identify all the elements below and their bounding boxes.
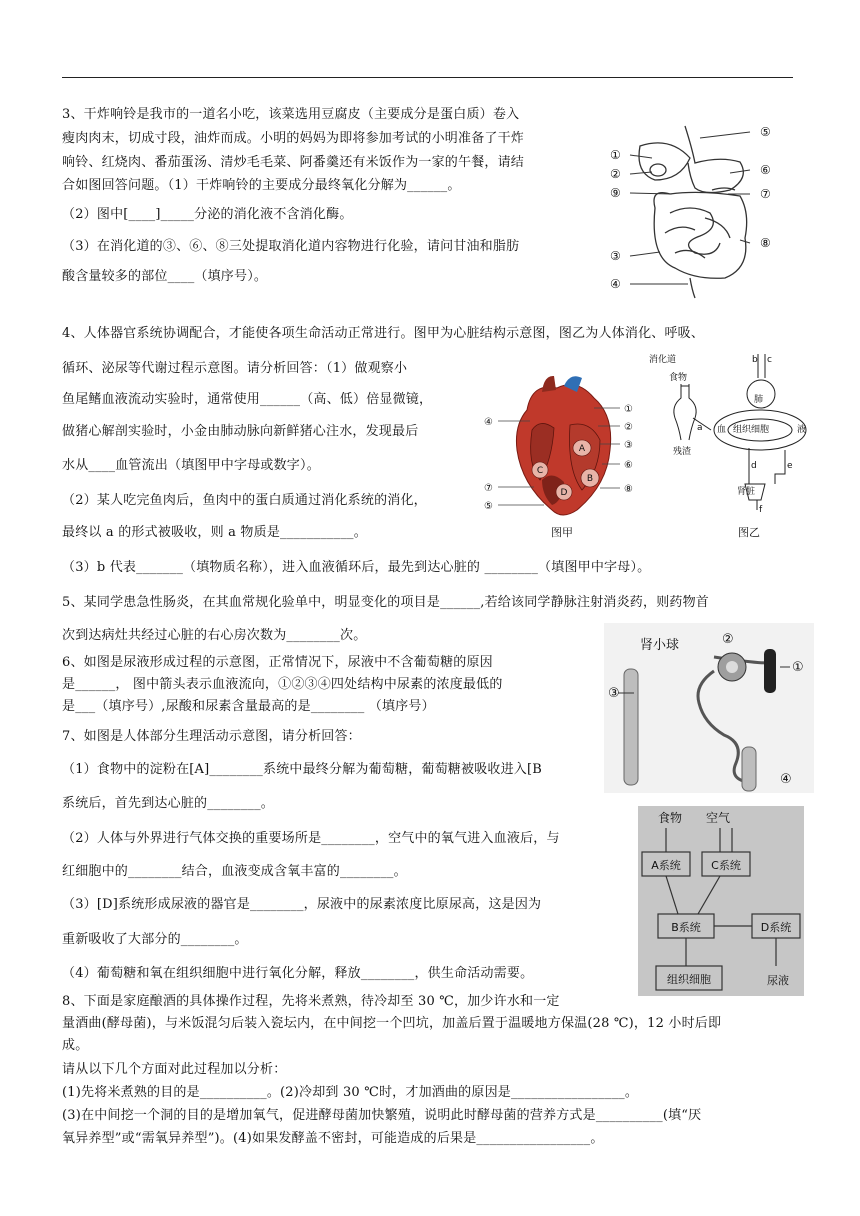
heart-label: ②	[624, 422, 633, 433]
q4-line-7: 最终以 a 的形式被吸收，则 a 物质是___________。	[62, 525, 367, 540]
q8-line-1: 8、下面是家庭酿酒的具体操作过程，先将米煮熟，待冷却至 30 ℃，加少许水和一定	[62, 994, 560, 1009]
flow-food-label: 食物	[669, 373, 688, 383]
digest-label: ⑤	[760, 125, 771, 139]
heart-label: ⑤	[484, 501, 493, 512]
heart-chamber-label: A	[578, 444, 586, 454]
q8-line-6: (3)在中间挖一个洞的目的是增加氧气，促进酵母菌加快繁殖，说明此时酵母菌的营养方式是__________(填“厌	[62, 1108, 702, 1123]
q6-line-3: 是___（填序号）,尿酸和尿素含量最高的是________ （填序号）	[62, 699, 435, 714]
flow-b-label: b	[752, 355, 758, 365]
digest-label: ⑨	[610, 186, 621, 200]
q5-line-1: 5、某同学患急性肠炎，在其血常规化验单中，明显变化的项目是______,若给该同学静脉注射消炎药，则药物首	[62, 595, 710, 610]
metabolism-flow-figure	[645, 350, 810, 542]
flow-a-label: a	[697, 423, 703, 433]
q7-line-6: （3）[D]系统形成尿液的器官是________，尿液中的尿素浓度比原尿高，这是因为	[62, 897, 542, 912]
header-rule	[62, 77, 793, 78]
q3-line-6: （3）在消化道的③、⑥、⑧三处提取消化道内容物进行化验，请问甘油和脂肪	[62, 239, 520, 254]
nephron-label: ③	[608, 686, 620, 701]
systems-food-label: 食物	[658, 811, 683, 825]
q4-line-4: 做猪心解剖实验时，小金由肺动脉向新鲜猪心注水，发现最后	[62, 424, 419, 439]
q6-line-1: 6、如图是尿液形成过程的示意图，正常情况下，尿液中不含葡萄糖的原因	[62, 655, 493, 670]
q8-line-3: 成。	[62, 1038, 89, 1053]
heart-label: ⑥	[624, 460, 633, 471]
body-systems-figure	[638, 806, 804, 996]
heart-label: ⑦	[484, 483, 493, 494]
q3-line-1: 3、干炸响铃是我市的一道名小吃，该菜选用豆腐皮（主要成分是蛋白质）卷入	[62, 107, 520, 122]
flow-e-label: e	[787, 461, 793, 471]
flow-cell-label: 组织细胞	[733, 425, 770, 435]
nephron-figure	[604, 623, 814, 793]
q4-line-3: 鱼尾鳍血液流动实验时，通常使用______（高、低）倍显微镜，	[62, 392, 433, 407]
heart-figure-caption: 图甲	[551, 526, 573, 539]
heart-label: ①	[624, 404, 633, 415]
digest-label: ①	[610, 148, 621, 162]
flow-blood-label: 血	[717, 425, 727, 435]
heart-chamber-label: B	[586, 474, 594, 484]
nephron-title: 肾小球	[640, 638, 680, 653]
q7-line-4: （2）人体与外界进行气体交换的重要场所是________，空气中的氧气进入血液后，与	[62, 831, 560, 846]
q8-line-5: (1)先将米煮熟的目的是__________。(2)冷却到 30 ℃时，才加酒曲的原因是_________________。	[62, 1085, 639, 1100]
nephron-label: ①	[792, 660, 804, 675]
heart-label: ④	[484, 417, 493, 428]
q8-line-7: 氧异养型”或“需氧异养型”)。(4)如果发酵盖不密封，可能造成的后果是_________________。	[62, 1131, 604, 1146]
digest-label: ②	[610, 167, 621, 181]
q7-line-1: 7、如图是人体部分生理活动示意图，请分析回答：	[62, 729, 361, 744]
flow-residue-label: 残渣	[673, 447, 692, 457]
nephron-label: ④	[780, 772, 792, 787]
systems-a-label: A系统	[651, 859, 681, 872]
heart-label: ③	[624, 440, 633, 451]
q3-line-2: 瘦肉肉末，切成寸段，油炸而成。小明的妈妈为即将参加考试的小明准备了干炸	[62, 131, 525, 146]
digest-label: ⑦	[760, 187, 771, 201]
q7-line-7: 重新吸收了大部分的________。	[62, 932, 248, 947]
flow-lung-label: 肺	[754, 395, 764, 405]
flow-f-label: f	[759, 505, 763, 515]
q3-line-4: 合如图回答问题。（1）干炸响铃的主要成分最终氧化分解为______。	[62, 178, 461, 193]
heart-label: ⑧	[624, 484, 633, 495]
q4-line-1: 4、人体器官系统协调配合，才能使各项生命活动正常进行。图甲为心脏结构示意图，图乙为人体消化、呼吸、	[62, 326, 705, 341]
digest-label: ③	[610, 249, 621, 263]
q4-line-2: 循环、泌尿等代谢过程示意图。请分析回答：（1）做观察小	[62, 361, 408, 376]
q4-line-8: （3）b 代表_______（填物质名称），进入血液循环后，最先到达心脏的 ________（填图甲中字母）。	[62, 560, 651, 575]
q3-line-5: （2）图中[____]_____分泌的消化液不含消化酶。	[62, 207, 353, 222]
q7-line-2: （1）食物中的淀粉在[A]________系统中最终分解为葡萄糖，葡萄糖被吸收进入[B	[62, 762, 543, 777]
systems-air-label: 空气	[706, 811, 731, 825]
flow-figure-caption: 图乙	[738, 526, 760, 539]
systems-b-label: B系统	[671, 921, 701, 934]
systems-d-label: D系统	[760, 921, 792, 934]
digest-label: ⑧	[760, 236, 771, 250]
q4-line-5: 水从____血管流出（填图甲中字母或数字）。	[62, 458, 320, 473]
q8-line-4: 请从以下几个方面对此过程加以分析：	[62, 1062, 287, 1077]
digest-label: ④	[610, 277, 621, 291]
q7-line-5: 红细胞中的________结合，血液变成含氧丰富的________。	[62, 864, 407, 879]
heart-chamber-label: D	[560, 488, 568, 498]
heart-chamber-label: C	[536, 466, 544, 476]
heart-figure	[482, 370, 644, 542]
digest-label: ⑥	[760, 163, 771, 177]
q3-line-7: 酸含量较多的部位____（填序号）。	[62, 269, 268, 284]
q6-line-2: 是______， 图中箭头表示血液流向，①②③④四处结构中尿素的浓度最低的	[62, 677, 503, 692]
flow-fluid-label: 液	[797, 425, 807, 435]
flow-digest-label: 消化道	[649, 355, 677, 365]
q4-line-6: （2）某人吃完鱼肉后，鱼肉中的蛋白质通过消化系统的消化，	[62, 493, 427, 508]
systems-cell-label: 组织细胞	[667, 973, 711, 986]
flow-c-label: c	[767, 355, 772, 365]
q3-line-3: 响铃、红烧肉、番茄蛋汤、清炒毛毛菜、阿番羹还有米饭作为一家的午餐，请结	[62, 155, 525, 170]
nephron-label: ②	[722, 632, 734, 647]
systems-urine-label: 尿液	[767, 974, 789, 987]
systems-c-label: C系统	[711, 859, 741, 872]
q5-line-2: 次到达病灶共经过心脏的右心房次数为________次。	[62, 628, 367, 643]
q8-line-2: 量酒曲(酵母菌)，与米饭混匀后装入瓷坛内，在中间挖一个凹坑，加盖后置于温暖地方保温(28 ℃)，12 小时后即	[62, 1016, 722, 1031]
flow-d-label: d	[751, 461, 757, 471]
flow-kidney-label: 肾脏	[737, 487, 756, 497]
q7-line-3: 系统后，首先到达心脏的________。	[62, 796, 275, 811]
q7-line-8: （4）葡萄糖和氧在组织细胞中进行氧化分解，释放________，供生命活动需要。	[62, 966, 534, 981]
digestive-system-figure	[600, 118, 815, 300]
